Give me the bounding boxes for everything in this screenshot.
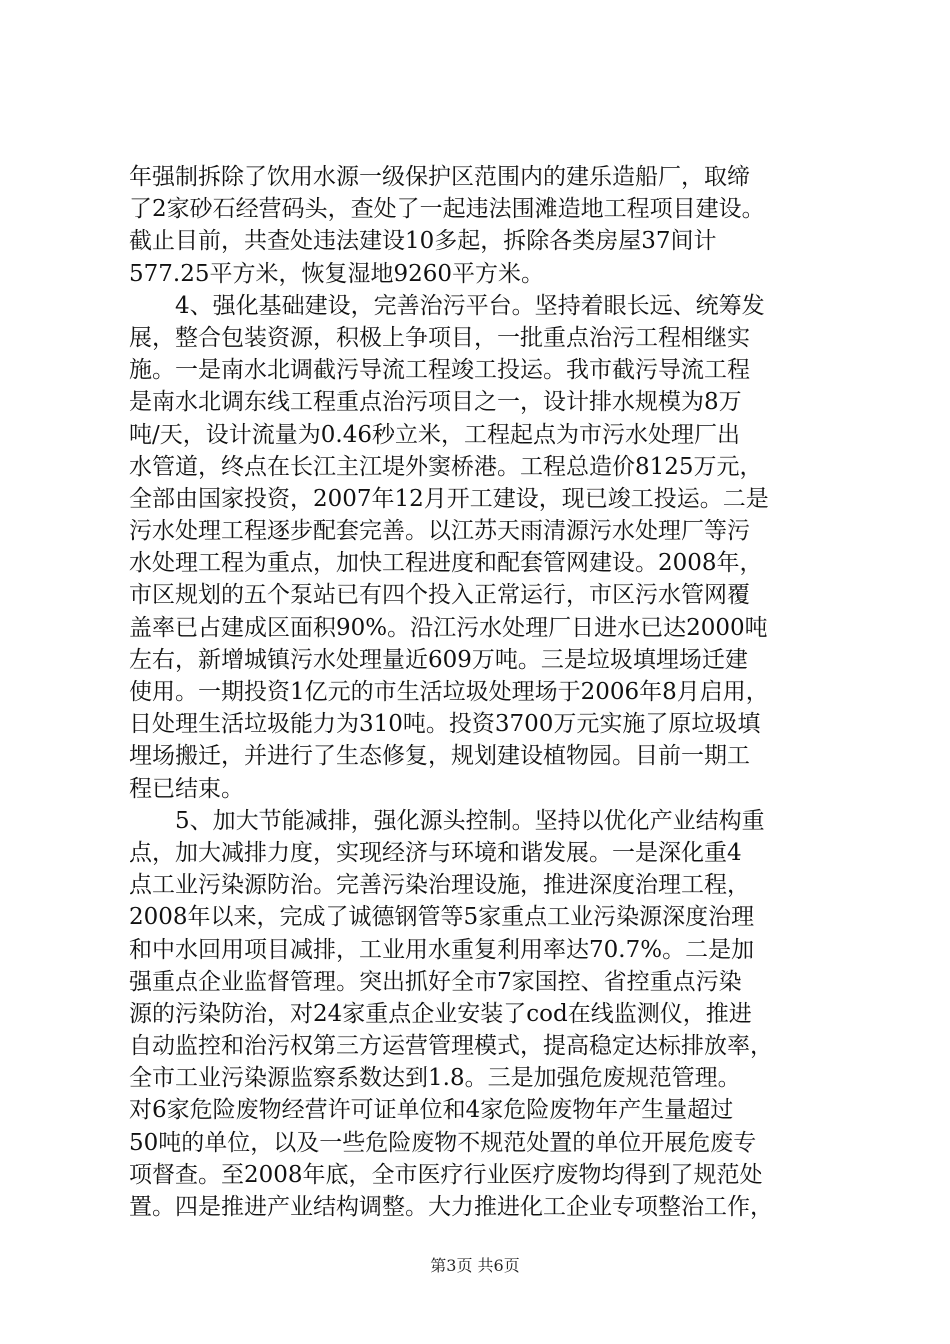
text-line: 5、加大节能减排，强化源头控制。坚持以优化产业结构重 bbox=[129, 807, 765, 834]
text-line: 日处理生活垃圾能力为310吨。投资3700万元实施了原垃圾填 bbox=[129, 711, 761, 738]
text-line: 使用。一期投资1亿元的市生活垃圾处理场于2006年8月启用， bbox=[129, 679, 769, 705]
text-line: 水处理工程为重点，加快工程进度和配套管网建设。2008年， bbox=[129, 550, 763, 577]
text-line: 了2家砂石经营码头，查处了一起违法围滩造地工程项目建设。 bbox=[129, 196, 765, 223]
text-line: 埋场搬迁，并进行了生态修复，规划建设植物园。目前一期工 bbox=[129, 743, 750, 770]
text-line: 截止目前，共查处违法建设10多起，拆除各类房屋37间计 bbox=[129, 228, 717, 255]
text-line: 577.25平方米，恢复湿地9260平方米。 bbox=[129, 260, 545, 287]
text-line: 年强制拆除了饮用水源一级保护区范围内的建乐造船厂，取缔 bbox=[129, 164, 750, 190]
text-line: 和中水回用项目减排，工业用水重复利用率达70.7%。二是加 bbox=[129, 936, 755, 963]
text-line: 全市工业污染源监察系数达到1.8。三是加强危废规范管理。 bbox=[129, 1065, 741, 1092]
text-line: 4、强化基础建设，完善治污平台。坚持着眼长远、统筹发 bbox=[129, 292, 765, 319]
text-line: 全部由国家投资，2007年12月开工建设，现已竣工投运。二是 bbox=[129, 485, 769, 512]
text-line: 置。四是推进产业结构调整。大力推进化工企业专项整治工作， bbox=[129, 1194, 773, 1220]
text-line: 对6家危险废物经营许可证单位和4家危险废物年产生量超过 bbox=[129, 1097, 734, 1124]
text-line: 50吨的单位，以及一些危险废物不规范处置的单位开展危废专 bbox=[129, 1129, 757, 1156]
text-line: 是南水北调东线工程重点治污项目之一，设计排水规模为8万 bbox=[129, 389, 742, 416]
text-line: 吨/天，设计流量为0.46秒立米，工程起点为市污水处理厂出 bbox=[129, 421, 740, 448]
text-line: 强重点企业监督管理。突出抓好全市7家国控、省控重点污染 bbox=[129, 968, 742, 995]
page-footer: 第3页 共6页 bbox=[430, 1256, 520, 1275]
text-line: 2008年以来，完成了诚德钢管等5家重点工业污染源深度治理 bbox=[129, 904, 755, 931]
text-line: 程已结束。 bbox=[129, 775, 244, 802]
text-line: 盖率已占建成区面积90%。沿江污水处理厂日进水已达2000吨 bbox=[129, 614, 768, 641]
text-line: 点工业污染源防治。完善污染治理设施，推进深度治理工程， bbox=[129, 872, 750, 899]
text-line: 项督查。至2008年底，全市医疗行业医疗废物均得到了规范处 bbox=[129, 1161, 763, 1188]
text-line: 点，加大减排力度，实现经济与环境和谐发展。一是深化重4 bbox=[129, 839, 742, 866]
text-line: 市区规划的五个泵站已有四个投入正常运行，市区污水管网覆 bbox=[129, 582, 750, 609]
text-line: 自动监控和治污权第三方运营管理模式，提高稳定达标排放率， bbox=[129, 1033, 773, 1060]
text-line: 展，整合包装资源，积极上争项目，一批重点治污工程相继实 bbox=[129, 324, 750, 351]
text-line: 左右，新增城镇污水处理量近609万吨。三是垃圾填埋场迁建 bbox=[129, 646, 748, 673]
body-text bbox=[129, 161, 829, 1223]
text-line: 污水处理工程逐步配套完善。以江苏天雨清源污水处理厂等污 bbox=[129, 518, 750, 545]
text-line: 源的污染防治，对24家重点企业安装了cod在线监测仪，推进 bbox=[129, 1000, 752, 1027]
text-line: 水管道，终点在长江主江堤外窦桥港。工程总造价8125万元， bbox=[129, 453, 763, 480]
text-line: 施。一是南水北调截污导流工程竣工投运。我市截污导流工程 bbox=[129, 357, 750, 384]
